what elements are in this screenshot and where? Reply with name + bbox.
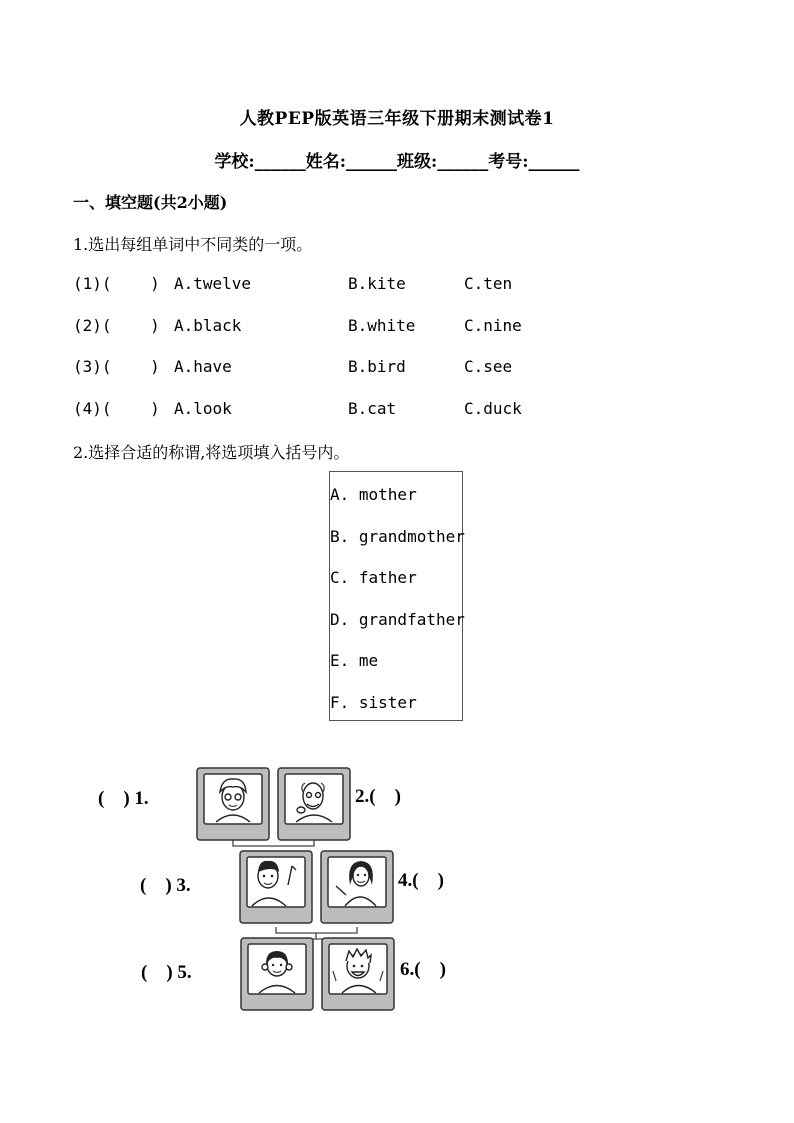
option-b: B.white (348, 316, 416, 335)
option-b: B.cat (348, 399, 397, 418)
option-a: A.black (174, 316, 242, 335)
connector-line (233, 840, 314, 846)
option-item: C. father (330, 568, 417, 587)
answer-label-3: ( ) 3. (140, 875, 191, 896)
row-number: (1)( ) (73, 274, 160, 293)
option-c: C.see (464, 357, 513, 376)
page-title: 人教PEP版英语三年级下册期末测试卷1 (239, 109, 555, 129)
option-a: A.look (174, 399, 232, 418)
row-number: (4)( ) (73, 399, 160, 418)
option-item: B. grandmother (330, 527, 465, 546)
option-b: B.bird (348, 357, 406, 376)
question-2-prompt: 2.选择合适的称谓,将选项填入括号内。 (73, 443, 350, 462)
option-c: C.nine (464, 316, 522, 335)
picture-frame-1 (197, 768, 269, 840)
student-info-line: 学校:______姓名:______班级:______考号:______ (214, 152, 580, 172)
picture-frame-2 (278, 768, 350, 840)
answer-label-1: ( ) 1. (98, 788, 149, 809)
option-item: A. mother (330, 485, 417, 504)
connector-line (276, 927, 357, 933)
answer-label-2: 2.( ) (355, 786, 401, 807)
answer-label-6: 6.( ) (400, 959, 446, 980)
answer-label-4: 4.( ) (398, 870, 444, 891)
option-a: A.have (174, 357, 232, 376)
question-1-prompt: 1.选出每组单词中不同类的一项。 (73, 235, 313, 254)
picture-frame-5 (241, 938, 313, 1010)
row-number: (3)( ) (73, 357, 160, 376)
option-item: D. grandfather (330, 610, 465, 629)
picture-frame-4 (321, 851, 393, 923)
answer-label-5: ( ) 5. (141, 962, 192, 983)
row-number: (2)( ) (73, 316, 160, 335)
option-item: E. me (330, 651, 379, 670)
option-b: B.kite (348, 274, 406, 293)
section-heading: 一、填空题(共2小题) (73, 193, 228, 212)
option-item: F. sister (330, 693, 417, 712)
option-a: A.twelve (174, 274, 252, 293)
option-c: C.duck (464, 399, 522, 418)
option-c: C.ten (464, 274, 513, 293)
picture-frame-3 (240, 851, 312, 923)
picture-frame-6 (322, 938, 394, 1010)
